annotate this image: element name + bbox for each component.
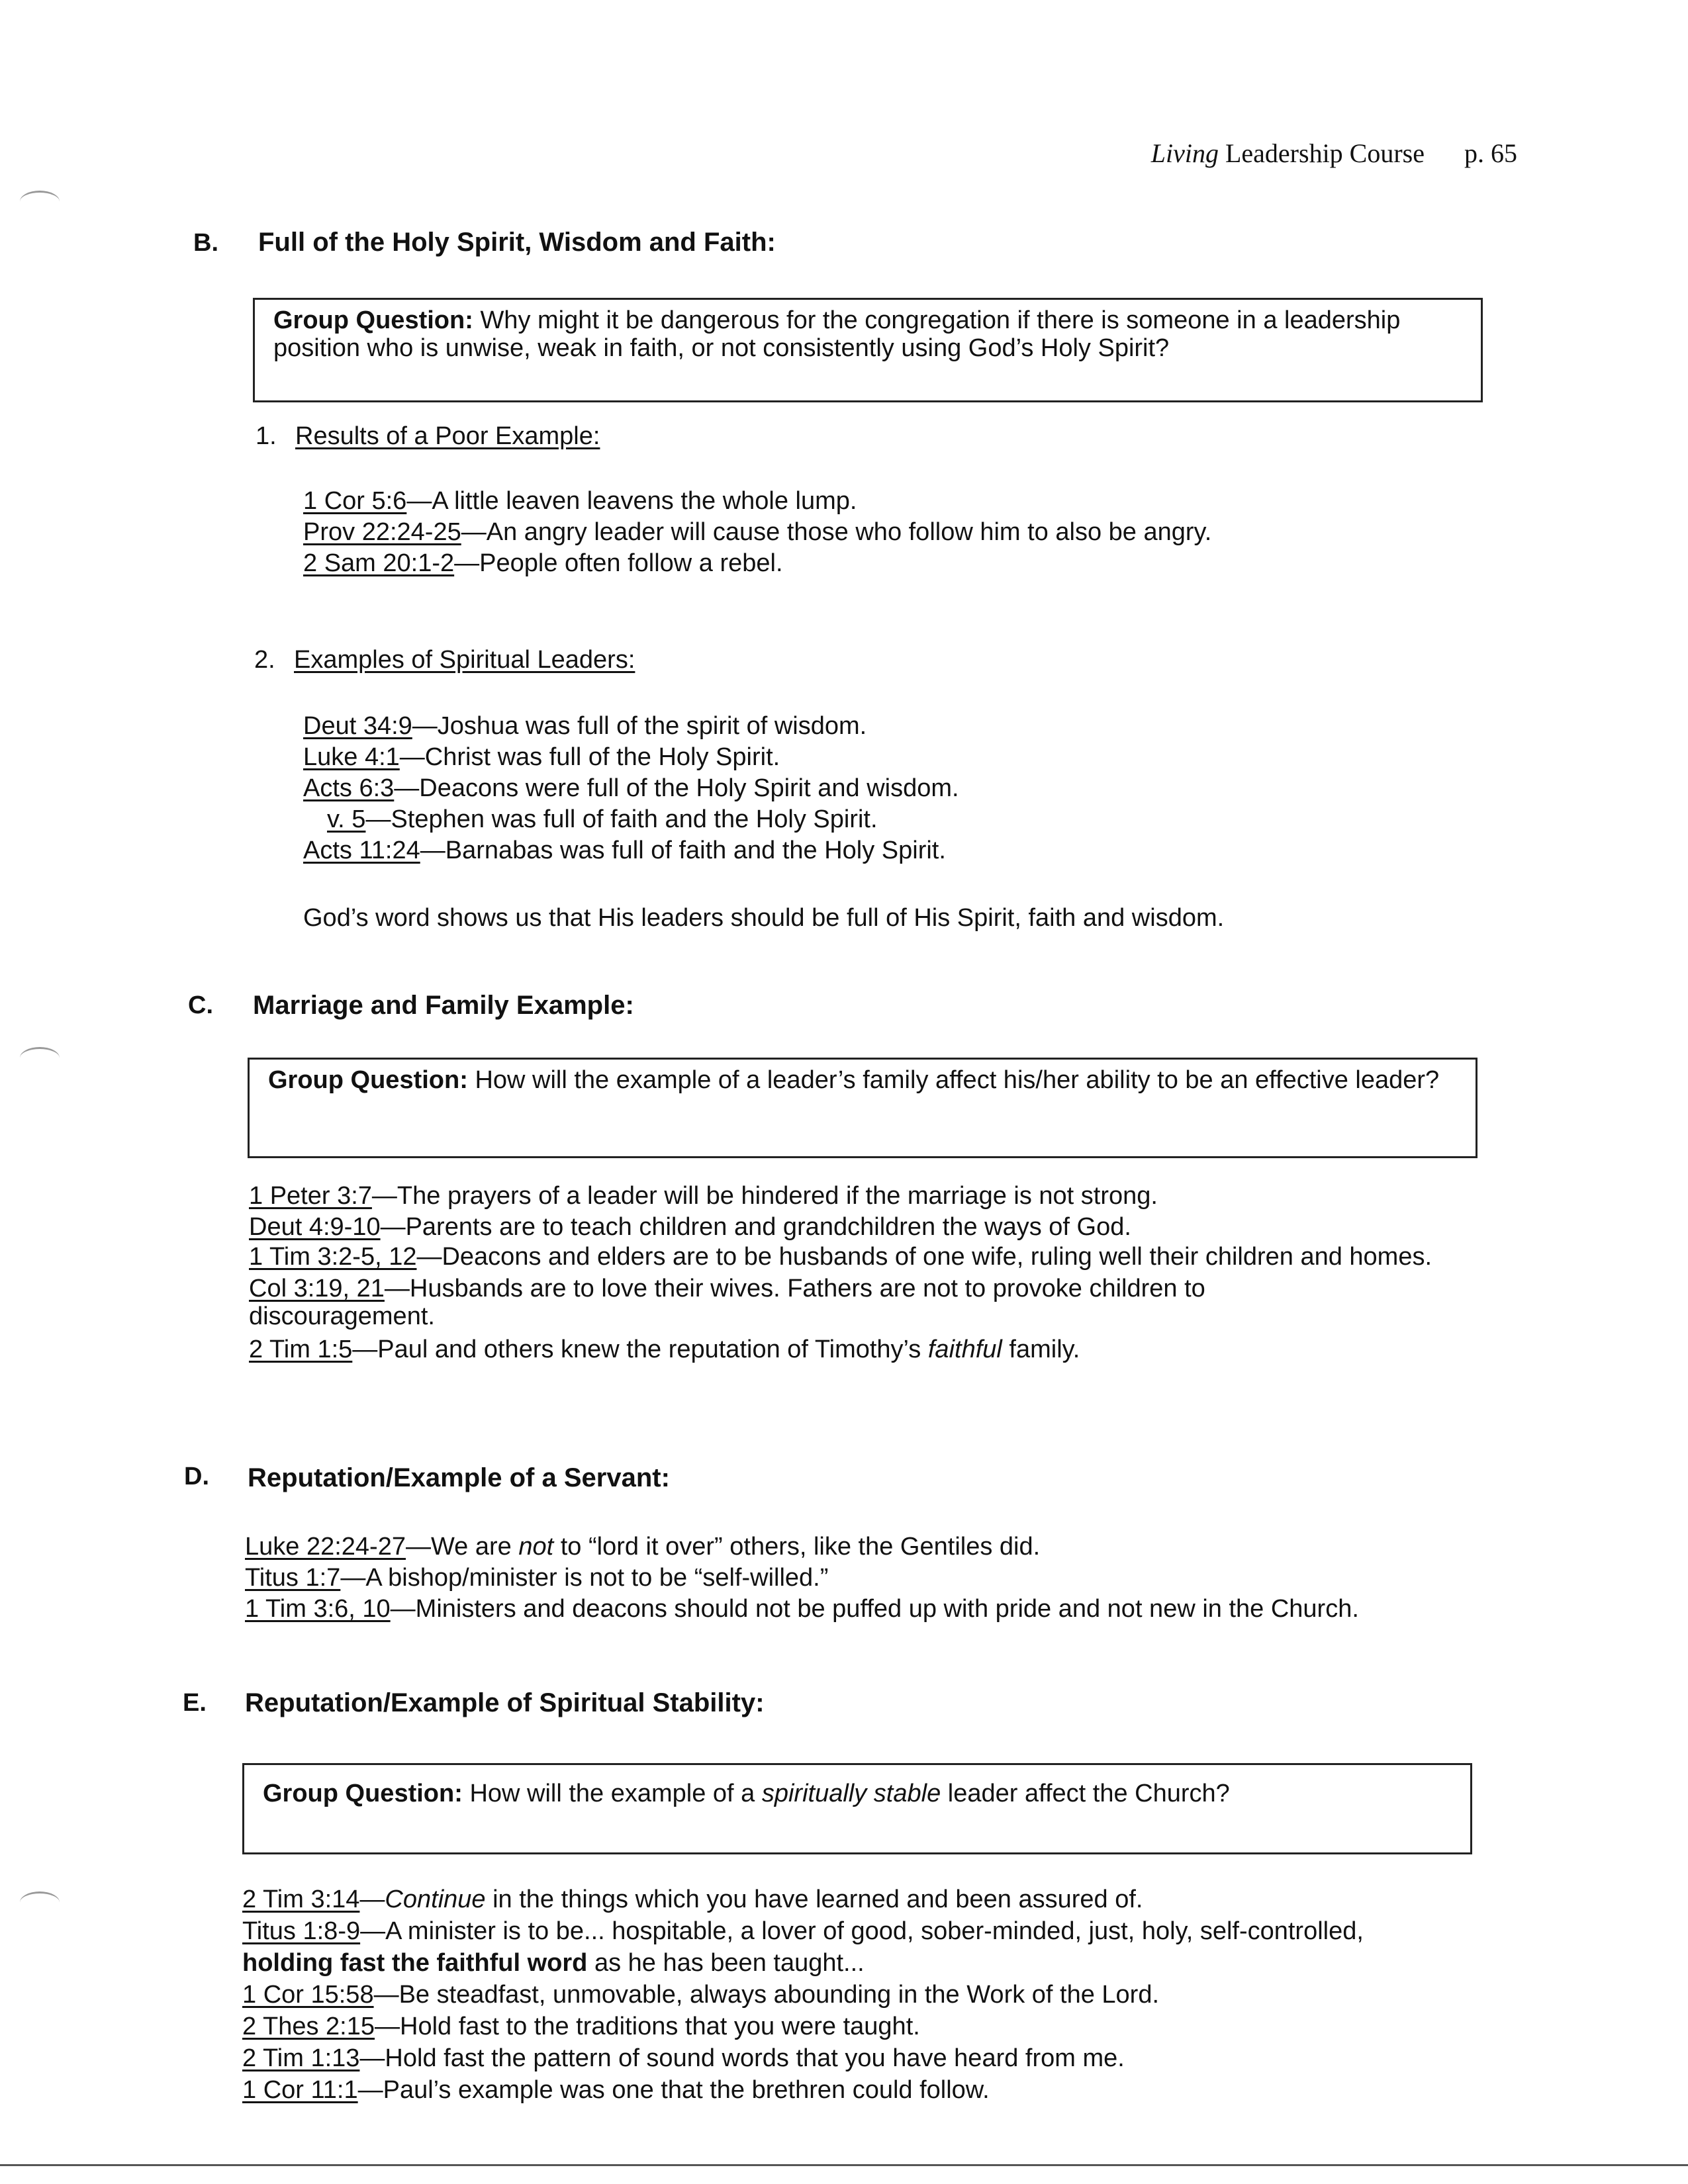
section-letter: E.: [183, 1689, 207, 1717]
scripture-reference: Luke 22:24-27: [245, 1533, 406, 1561]
scan-mark: [20, 191, 60, 212]
scan-mark: [20, 1891, 60, 1913]
scripture-reference: 1 Tim 3:6, 10: [245, 1595, 391, 1623]
section-title: Full of the Holy Spirit, Wisdom and Faith:: [258, 228, 776, 257]
reference-text: as he has been taught...: [587, 1949, 865, 1977]
reference-item: [249, 1181, 1493, 1212]
scan-mark: [20, 1047, 60, 1069]
reference-item: [242, 2011, 1364, 2042]
subsection-title: Examples of Spiritual Leaders:: [294, 646, 635, 674]
reference-item: [242, 1979, 1364, 2011]
group-question-label: Group Question:: [263, 1780, 463, 1807]
reference-item: [249, 1334, 1493, 1365]
reference-text: —Stephen was full of faith and the Holy Spirit.: [365, 805, 878, 833]
subsection-heading: [256, 421, 600, 452]
section-letter: B.: [193, 229, 218, 257]
group-question-label: Group Question:: [273, 306, 473, 334]
reference-emphasis: Continue: [385, 1886, 486, 1913]
scripture-reference: Deut 4:9-10: [249, 1213, 381, 1241]
reference-text: —We are: [405, 1533, 519, 1561]
reference-text: —An angry leader will cause those who follow him to also be angry.: [461, 518, 1212, 546]
group-question-emphasis: spiritually stable: [761, 1780, 941, 1807]
scripture-reference: Luke 4:1: [303, 743, 400, 771]
reference-item: [242, 1884, 1364, 1915]
reference-item: [242, 1915, 1364, 1947]
group-question-text: Why might it be dangerous for the congregation if there is someone in a leadership position who is unwise, weak in faith, or not consistently using God’s Holy Spirit?: [273, 306, 1401, 362]
reference-item: [303, 773, 959, 804]
reference-text: —Paul’s example was one that the brethren could follow.: [357, 2076, 990, 2104]
scripture-reference: 1 Peter 3:7: [249, 1182, 372, 1210]
page-number: p. 65: [1464, 138, 1517, 168]
group-question-label: Group Question:: [268, 1066, 468, 1094]
reference-item: [245, 1594, 1359, 1625]
scripture-reference: v. 5: [327, 805, 366, 833]
group-question-box: [253, 298, 1483, 402]
reference-list: [245, 1531, 1359, 1625]
reference-item: [303, 804, 959, 835]
group-question-text: leader affect the Church?: [941, 1780, 1230, 1807]
subsection-number: 1.: [256, 422, 277, 450]
reference-text: —Be steadfast, unmovable, always abounding in the Work of the Lord.: [373, 1981, 1160, 2009]
subsection-number: 2.: [254, 646, 275, 674]
reference-text: in the things which you have learned and been assured of.: [485, 1886, 1143, 1913]
subsection-heading: [254, 645, 635, 676]
section-letter: D.: [184, 1463, 209, 1490]
scripture-reference: 1 Cor 5:6: [303, 487, 407, 515]
reference-text: —A minister is to be... hospitable, a lover of good, sober-minded, just, holy, self-controlled,: [360, 1917, 1364, 1945]
reference-text: —The prayers of a leader will be hindered if the marriage is not strong.: [371, 1182, 1158, 1210]
reference-text: —A bishop/minister is not to be “self-willed.”: [340, 1564, 829, 1592]
reference-item: [303, 835, 959, 866]
reference-item: [303, 548, 1211, 579]
scan-bottom-edge: [0, 2164, 1688, 2166]
reference-text: —A little leaven leavens the whole lump.: [406, 487, 857, 515]
reference-emphasis: not: [518, 1533, 554, 1561]
reference-text: —People often follow a rebel.: [454, 549, 783, 577]
section-title: Reputation/Example of a Servant:: [248, 1463, 670, 1492]
scripture-reference: 2 Thes 2:15: [242, 2013, 375, 2040]
scripture-reference: 2 Tim 3:14: [242, 1886, 360, 1913]
scripture-reference: 1 Cor 15:58: [242, 1981, 374, 2009]
scripture-reference: 2 Tim 1:5: [249, 1336, 353, 1363]
scripture-reference: Deut 34:9: [303, 712, 412, 740]
reference-text: —Deacons and elders are to be husbands of one wife, ruling well their children and homes.: [416, 1243, 1432, 1271]
section-letter: C.: [188, 991, 213, 1019]
scripture-reference: Titus 1:7: [245, 1564, 341, 1592]
page-header: [1151, 138, 1517, 169]
conclusion-text: God’s word shows us that His leaders should be full of His Spirit, faith and wisdom.: [303, 904, 1225, 932]
reference-item: [245, 1531, 1359, 1563]
scripture-reference: Acts 6:3: [303, 774, 395, 802]
reference-emphasis: faithful: [927, 1336, 1002, 1363]
reference-text: family.: [1002, 1336, 1080, 1363]
scripture-reference: 1 Tim 3:2-5, 12: [249, 1243, 417, 1271]
scripture-reference: 2 Tim 1:13: [242, 2044, 360, 2072]
reference-text: —Deacons were full of the Holy Spirit and wisdom.: [394, 774, 959, 802]
course-title-italic: Living: [1150, 138, 1219, 168]
reference-text: —Paul and others knew the reputation of Timothy’s: [352, 1336, 928, 1363]
group-question-box: [242, 1763, 1472, 1854]
reference-text: —: [359, 1886, 385, 1913]
reference-item: [303, 517, 1211, 548]
reference-text: —Barnabas was full of faith and the Holy Spirit.: [420, 837, 946, 864]
section-title: Marriage and Family Example:: [253, 991, 634, 1020]
group-question-text: How will the example of a leader’s family affect his/her ability to be an effective leader?: [475, 1066, 1440, 1094]
reference-text: —Christ was full of the Holy Spirit.: [399, 743, 780, 771]
reference-item: [249, 1275, 1493, 1330]
reference-list: [303, 486, 1211, 579]
reference-item-continuation: [242, 1947, 1364, 1979]
reference-item: [303, 711, 959, 742]
scripture-reference: 1 Cor 11:1: [242, 2076, 358, 2104]
scripture-reference: 2 Sam 20:1-2: [303, 549, 455, 577]
scripture-reference: Titus 1:8-9: [242, 1917, 361, 1945]
reference-item: [242, 2042, 1364, 2074]
reference-list: [303, 711, 959, 866]
reference-text: —Hold fast to the traditions that you were taught.: [375, 2013, 920, 2040]
reference-bold: holding fast the faithful word: [242, 1949, 588, 1977]
section-title: Reputation/Example of Spiritual Stability:: [245, 1688, 765, 1717]
reference-item: [245, 1563, 1359, 1594]
reference-text: —Joshua was full of the spirit of wisdom.: [412, 712, 867, 740]
reference-text: —Ministers and deacons should not be puffed up with pride and not new in the Church.: [390, 1595, 1359, 1623]
scripture-reference: Prov 22:24-25: [303, 518, 461, 546]
group-question-text: How will the example of a: [469, 1780, 762, 1807]
reference-list: [249, 1181, 1493, 1365]
subsection-title: Results of a Poor Example:: [295, 422, 600, 450]
reference-item: [303, 742, 959, 773]
course-title: Leadership Course: [1225, 138, 1425, 168]
scripture-reference: Col 3:19, 21: [249, 1275, 385, 1302]
group-question-box: [248, 1058, 1477, 1158]
reference-item: [249, 1243, 1493, 1271]
reference-text: to “lord it over” others, like the Gentiles did.: [553, 1533, 1041, 1561]
reference-list: [242, 1884, 1364, 2106]
reference-text: —Husbands are to love their wives. Fathers are not to provoke children to discouragement.: [249, 1275, 1205, 1330]
reference-item: [249, 1212, 1493, 1243]
reference-text: —Parents are to teach children and grandchildren the ways of God.: [380, 1213, 1131, 1241]
reference-item: [242, 2074, 1364, 2106]
reference-item: [303, 486, 1211, 517]
reference-text: —Hold fast the pattern of sound words that you have heard from me.: [359, 2044, 1125, 2072]
scripture-reference: Acts 11:24: [303, 837, 420, 864]
